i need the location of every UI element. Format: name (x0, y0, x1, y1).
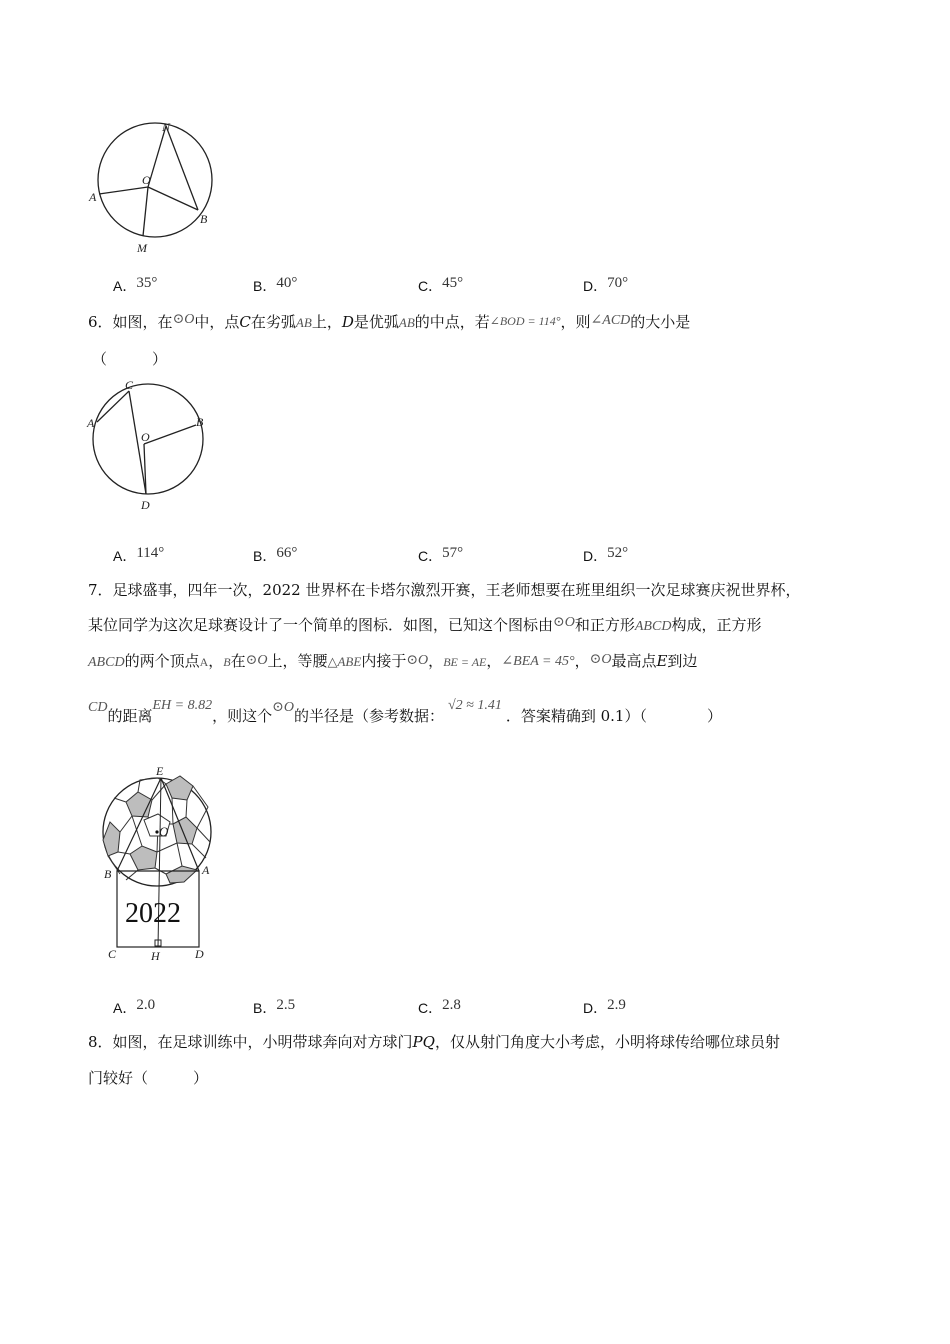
q5-line-om (143, 187, 148, 236)
q7-label-b: B (104, 867, 112, 881)
q6-paren: （ ） (92, 350, 168, 368)
q6-option-a[interactable]: A．114° (113, 545, 165, 564)
q6-label-a: A (87, 416, 95, 430)
q7-figure (100, 762, 225, 967)
q7-label-o: O (159, 824, 169, 839)
q5-options (113, 274, 673, 296)
q5-line-on (148, 126, 166, 187)
q5-label-m: M (137, 241, 147, 255)
q7-line-3: ABCD的两个顶点A，B在⊙O上，等腰△ABE内接于⊙O，BE = AE，∠BEA = 45°，⊙O最高点E到边 (88, 652, 698, 670)
q6-label-c: C (125, 378, 134, 392)
q6-label-b: B (196, 415, 204, 429)
q7-line-4: CD的距离EH = 8.82，则这个⊙O的半径是（参考数据：√2 ≈ 1.41．答案精确到 0.1）（ ） (88, 698, 722, 725)
q7-options (113, 996, 673, 1018)
q8-line-2: 门较好（ ） (88, 1069, 209, 1087)
q5-option-a[interactable]: A．35° (113, 275, 158, 294)
q7-label-h: H (151, 949, 160, 963)
q6-line-ob (144, 425, 196, 444)
q7-option-b[interactable]: B．2.5 (253, 997, 296, 1016)
q7-label-a: A (202, 863, 210, 877)
q8-line-1: 8．如图，在足球训练中，小明带球奔向对方球门PQ，仅从射门角度大小考虑，小明将球传给哪位球员射 (88, 1033, 780, 1051)
q6-option-d[interactable]: D．52° (583, 545, 629, 564)
q5-label-b: B (200, 212, 208, 226)
q5-label-o: O (142, 173, 151, 187)
q5-line-oa (99, 187, 148, 194)
q6-figure (85, 378, 215, 518)
q5-option-d[interactable]: D．70° (583, 275, 629, 294)
q7-line-1: 7．足球盛事，四年一次，2022 世界杯在卡塔尔激烈开赛，王老师想要在班里组织一次足球赛庆祝世界杯， (88, 581, 801, 599)
q6-stem: 6．如图，在⊙O中，点C在劣弧AB上，D是优弧AB的中点，若∠BOD = 114°，则∠ACD的大小是 (88, 312, 691, 331)
q7-option-c[interactable]: C．2.8 (418, 997, 461, 1016)
q6-line-ac (97, 391, 129, 422)
q7-option-d[interactable]: D．2.9 (583, 997, 626, 1016)
q5-label-n: N (162, 120, 171, 134)
q5-option-c[interactable]: C．45° (418, 275, 464, 294)
q6-label-o: O (141, 430, 150, 444)
q5-circle (98, 123, 212, 237)
q7-label-e: E (156, 764, 164, 778)
q7-label-d: D (195, 947, 204, 961)
q5-figure (85, 115, 215, 260)
q6-option-c[interactable]: C．57° (418, 545, 464, 564)
q5-option-b[interactable]: B．40° (253, 275, 298, 294)
q5-label-a: A (89, 190, 97, 204)
q6-label-d: D (141, 498, 150, 512)
q7-label-c: C (108, 947, 117, 961)
q6-options (113, 544, 673, 566)
q6-option-b[interactable]: B．66° (253, 545, 298, 564)
q7-line-2: 某位同学为这次足球赛设计了一个简单的图标．如图，已知这个图标由⊙O和正方形ABCD构成，正方形 (88, 615, 762, 634)
q7-option-a[interactable]: A．2.0 (113, 997, 156, 1016)
q7-year-label: 2022 (125, 898, 181, 929)
